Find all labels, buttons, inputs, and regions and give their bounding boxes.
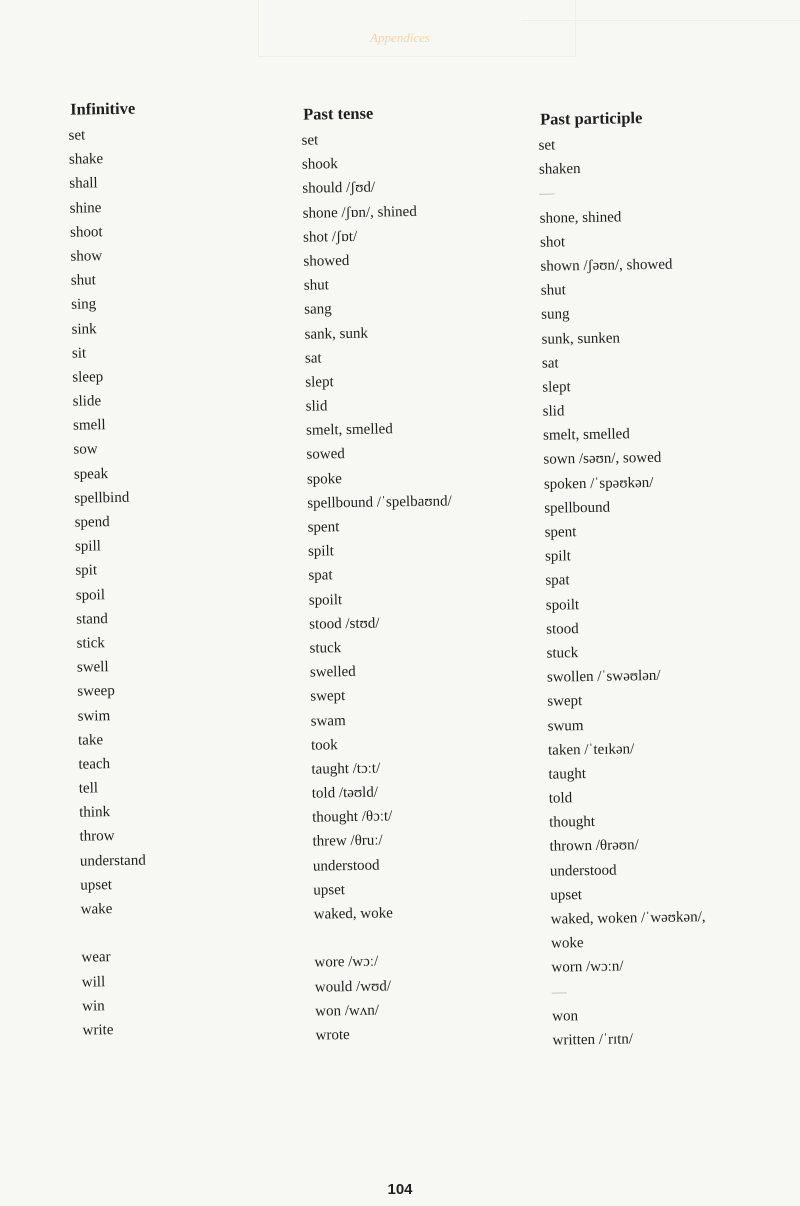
past-tense-item: sat [304, 350, 322, 367]
past-participle-item: spellbound [544, 499, 611, 517]
infinitive-item: teach [78, 756, 111, 773]
past-participle-item: won [552, 1007, 579, 1025]
past-participle-item: shot [539, 234, 566, 251]
infinitive-item: tell [78, 780, 99, 797]
past-tense-heading: Past tense [302, 103, 374, 124]
infinitive-item: shake [68, 151, 104, 168]
past-participle-list [520, 131, 707, 1053]
past-participle-item: slept [542, 379, 571, 396]
past-tense-item: spellbound /ˈspelbaʊnd/ [307, 493, 452, 512]
past-participle-item: slid [542, 403, 565, 420]
past-participle-item: swept [547, 693, 583, 710]
infinitive-column [50, 99, 150, 1043]
past-tense-item: sank, sunk [304, 325, 369, 343]
past-tense-item: swam [310, 712, 346, 730]
past-participle-item: stuck [546, 645, 579, 662]
past-tense-item: understood [312, 857, 380, 875]
past-participle-item: swum [547, 717, 584, 735]
past-tense-item: smelt, smelled [305, 421, 393, 439]
past-participle-item: shone, shined [539, 208, 622, 227]
past-participle-item: — [551, 983, 567, 1001]
past-participle-item: worn /wɔːn/ [551, 958, 624, 976]
page-number: 104 [387, 1181, 413, 1198]
past-tense-item: sang [304, 301, 332, 319]
infinitive-item: swell [76, 659, 109, 676]
past-tense-item: spent [307, 519, 340, 536]
past-tense-item: told /təʊld/ [311, 784, 379, 802]
past-participle-item: sown /səʊn/, sowed [543, 450, 662, 469]
infinitive-item: sweep [77, 683, 115, 700]
past-tense-item: upset [313, 881, 346, 899]
past-participle-item: spoilt [545, 596, 580, 614]
infinitive-item: show [70, 248, 103, 265]
past-tense-item: sowed [306, 446, 345, 464]
past-participle-item: told [548, 790, 573, 807]
past-tense-list [283, 126, 460, 1048]
infinitive-item: think [79, 804, 111, 821]
past-participle-item: thrown /θrəʊn/ [549, 837, 639, 856]
past-tense-item: won /wʌn/ [315, 1002, 380, 1020]
infinitive-item: throw [79, 828, 115, 846]
past-tense-item: slid [305, 398, 328, 415]
past-participle-item: shut [540, 282, 566, 299]
past-participle-item: — [539, 185, 555, 203]
infinitive-item: smell [72, 417, 106, 434]
infinitive-item: sing [71, 296, 97, 314]
infinitive-item: shine [69, 199, 102, 217]
past-tense-item: spat [308, 567, 333, 585]
infinitive-item: will [81, 973, 106, 991]
past-tense-item: swept [310, 688, 346, 705]
infinitive-item: shoot [69, 223, 103, 241]
past-tense-item: spilt [307, 543, 334, 560]
past-tense-item: shut [303, 277, 329, 294]
past-participle-item: thought [549, 814, 596, 831]
past-tense-column [283, 102, 460, 1048]
infinitive-item: sink [71, 320, 97, 338]
past-participle-item: taught [548, 765, 587, 783]
past-participle-item: woke [550, 935, 584, 952]
past-tense-item: would /wʊd/ [314, 977, 392, 996]
past-participle-item: swollen /ˈswəʊlən/ [546, 667, 661, 686]
past-tense-item: swelled [309, 664, 356, 681]
past-tense-item: threw /θruː/ [312, 832, 383, 851]
infinitive-item: sleep [72, 369, 104, 386]
infinitive-item: upset [80, 876, 113, 894]
past-tense-item: wore /wɔː/ [314, 953, 379, 971]
past-tense-item: set [301, 132, 319, 149]
infinitive-item: win [82, 998, 105, 1015]
past-participle-item: shaken [538, 161, 581, 178]
past-participle-item: shown /ʃəʊn/, showed [540, 256, 673, 275]
past-tense-item: slept [305, 374, 334, 391]
past-participle-item: spoken /ˈspəʊkən/ [543, 474, 654, 493]
past-tense-item: wrote [315, 1027, 350, 1044]
past-participle-item: waked, woken /ˈwəʊkən/, [550, 909, 706, 928]
past-participle-item: sunk, sunken [541, 329, 621, 348]
past-tense-item: taught /tɔːt/ [311, 760, 381, 778]
infinitive-item: slide [72, 393, 102, 410]
header-rule [521, 20, 800, 21]
past-participle-item: written /ˈrɪtn/ [552, 1031, 634, 1049]
infinitive-item: set [68, 127, 86, 144]
past-participle-column [520, 107, 708, 1053]
past-tense-item: should /ʃʊd/ [302, 179, 376, 198]
infinitive-item: spit [75, 562, 98, 580]
infinitive-item: sit [71, 345, 87, 362]
past-participle-item: upset [550, 886, 583, 904]
infinitive-item: take [77, 731, 104, 749]
infinitive-item: stick [76, 635, 106, 652]
infinitive-heading: Infinitive [69, 98, 136, 119]
past-participle-heading: Past participle [539, 108, 643, 129]
past-participle-item: sat [541, 355, 559, 372]
past-tense-item: stood /stʊd/ [309, 615, 380, 633]
past-tense-item: shone /ʃɒn/, shined [302, 203, 417, 222]
past-participle-item: smelt, smelled [542, 426, 630, 444]
infinitive-item: shut [70, 272, 96, 289]
past-tense-item: stuck [309, 640, 342, 657]
infinitive-item: spellbind [74, 489, 130, 507]
past-participle-item: spent [544, 524, 577, 541]
past-participle-item: set [538, 137, 556, 154]
infinitive-item: wear [81, 949, 111, 966]
running-header-box [258, 0, 576, 57]
past-tense-item: thought /θɔːt/ [312, 808, 393, 826]
past-tense-item: shot /ʃɒt/ [302, 228, 358, 246]
past-tense-item: took [310, 736, 338, 754]
infinitive-item: stand [76, 610, 108, 628]
past-tense-item: spoilt [308, 591, 343, 609]
infinitive-item: speak [73, 465, 109, 483]
infinitive-item: wake [80, 901, 113, 918]
past-participle-item: stood [546, 620, 579, 638]
infinitive-item: write [82, 1022, 114, 1039]
running-header-title: Appendices [370, 30, 430, 45]
infinitive-item: spend [74, 514, 110, 531]
past-tense-item: showed [303, 252, 350, 270]
past-tense-item: spoke [306, 470, 343, 488]
infinitive-item [63, 921, 148, 947]
infinitive-item: spill [74, 538, 101, 555]
past-participle-item: taken /ˈteɪkən/ [547, 740, 635, 759]
past-participle-item: spilt [544, 548, 571, 565]
infinitive-item: swim [77, 707, 111, 725]
past-participle-item: sung [541, 306, 570, 324]
infinitive-item: understand [79, 852, 146, 870]
infinitive-item: shall [69, 175, 98, 193]
past-participle-item: understood [549, 862, 617, 880]
infinitive-item: spoil [75, 586, 106, 604]
past-tense-item [296, 925, 459, 952]
past-participle-item: spat [545, 572, 570, 590]
infinitive-list [50, 123, 150, 1043]
past-tense-item: waked, woke [313, 905, 393, 923]
infinitive-item: sow [73, 441, 98, 459]
past-tense-item: shook [301, 156, 338, 173]
